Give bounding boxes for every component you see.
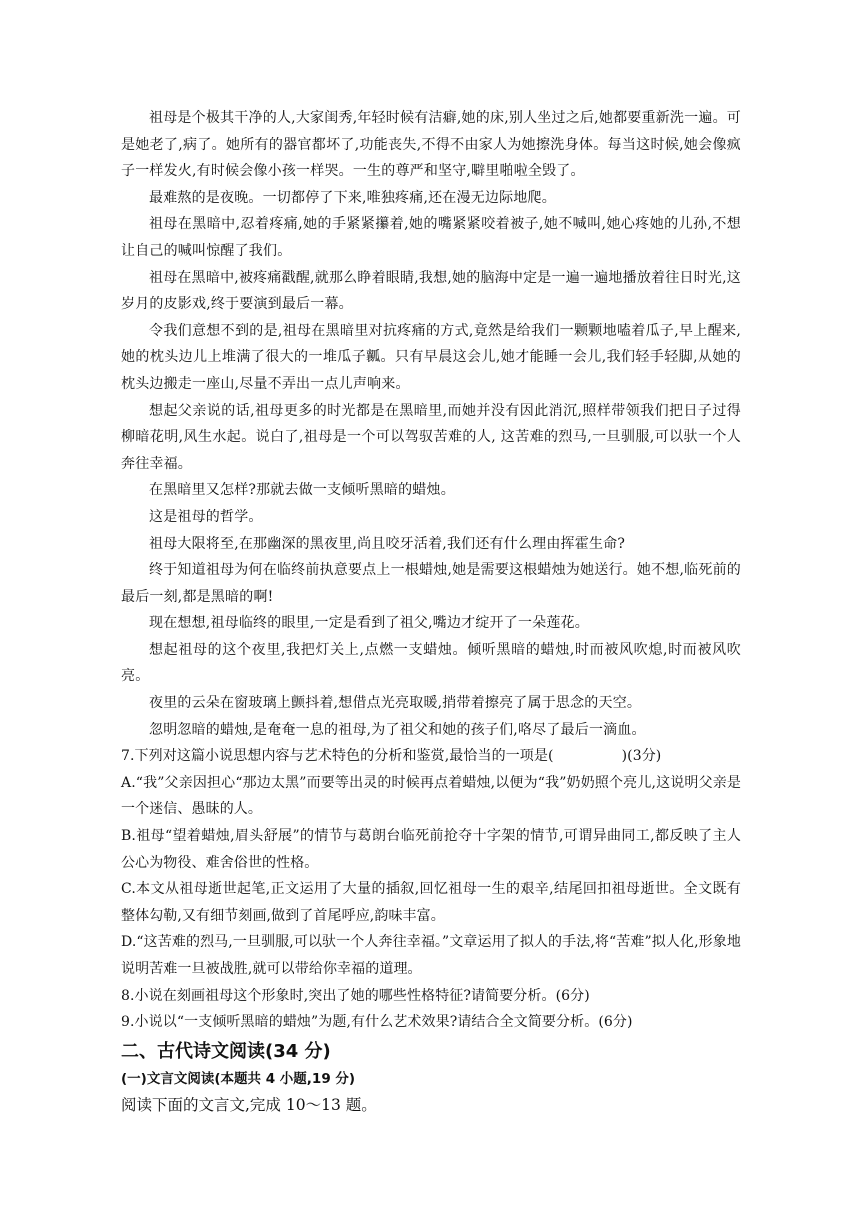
story-paragraph: 在黑暗里又怎样?那就去做一支倾听黑暗的蜡烛。 [149, 482, 455, 499]
story-paragraph: 夜里的云朵在窗玻璃上颤抖着,想借点光亮取暖,捎带着擦亮了属于思念的天空。 [149, 695, 642, 712]
story-paragraph: 祖母是个极其干净的人,大家闺秀,年轻时候有洁癖,她的床,别人坐过之后,她都要重新洗一遍。可是她老了,病了。她所有的器官都坏了,功能丧失,不得不由家人为她擦洗身体。每当这时候,她会像疯子一样发火,有时候会像小孩一样哭。一生的尊严和坚守,噼里啪啦全毁了。 [121, 110, 741, 180]
story-paragraph: 祖母在黑暗中,忍着疼痛,她的手紧紧攥着,她的嘴紧紧咬着被子,她不喊叫,她心疼她的儿孙,不想让自己的喊叫惊醒了我们。 [121, 216, 741, 259]
question-block [121, 743, 741, 1036]
story-paragraph: 这是祖母的哲学。 [149, 508, 263, 525]
subsection-title: (一)文言文阅读(本题共 4 小题,19 分) [121, 1070, 356, 1087]
option-a: A.“我”父亲因担心“那边太黑”而要等出灵的时候再点着蜡烛,以便为“我”奶奶照个亮儿,这说明父亲是一个迷信、愚昧的人。 [121, 774, 741, 818]
story-paragraph: 终于知道祖母为何在临终前执意要点上一根蜡烛,她是需要这根蜡烛为她送行。她不想,临死前的最后一刻,都是黑暗的啊! [121, 562, 741, 605]
story-paragraph: 现在想想,祖母临终的眼里,一定是看到了祖父,嘴边才绽开了一朵莲花。 [149, 615, 589, 632]
document-body [121, 105, 741, 1119]
story-paragraph: 忽明忽暗的蜡烛,是奄奄一息的祖母,为了祖父和她的孩子们,咯尽了最后一滴血。 [149, 721, 646, 738]
question-8: 8.小说在刻画祖母这个形象时,突出了她的哪些性格特征?请简要分析。(6分) [121, 987, 590, 1004]
story-paragraph: 想起祖母的这个夜里,我把灯关上,点燃一支蜡烛。倾听黑暗的蜡烛,时而被风吹熄,时而被风吹亮。 [121, 641, 741, 685]
question-7-points: )(3分) [621, 748, 662, 765]
story-paragraph: 令我们意想不到的是,祖母在黑暗里对抗疼痛的方式,竟然是给我们一颗颗地嗑着瓜子,早上醒来,她的枕头边儿上堆满了很大的一堆瓜子瓤。只有早晨这会儿,她才能睡一会儿,我们轻手轻脚,从她的枕头边搬走一座山,尽量不弄出一点儿声响来。 [121, 322, 741, 392]
option-d: D.“这苦难的烈马,一旦驯服,可以驮一个人奔往幸福。”文章运用了拟人的手法,将“苦难”拟人化,形象地说明苦难一旦被战胜,就可以带给你幸福的道理。 [121, 934, 741, 977]
option-b: B.祖母“望着蜡烛,眉头舒展”的情节与葛朗台临死前抢夺十字架的情节,可谓异曲同工,都反映了主人公心为物役、难舍俗世的性格。 [121, 828, 741, 871]
question-7-stem-text: 7.下列对这篇小说思想内容与艺术特色的分析和鉴赏,最恰当的一项是( [121, 748, 554, 765]
question-7-stem [121, 743, 741, 770]
section-title: 二、古代诗文阅读(34 分) [121, 1040, 331, 1062]
story-paragraph: 祖母在黑暗中,被疼痛戳醒,就那么睁着眼睛,我想,她的脑海中定是一遍一遍地播放着往日时光,这岁月的皮影戏,终于要演到最后一幕。 [121, 269, 741, 313]
question-9: 9.小说以“一支倾听黑暗的蜡烛”为题,有什么艺术效果?请结合全文简要分析。(6分) [121, 1014, 633, 1031]
story-passage [121, 105, 741, 743]
section-2 [121, 1038, 741, 1119]
option-c: C.本文从祖母逝世起笔,正文运用了大量的插叙,回忆祖母一生的艰辛,结尾回扣祖母逝世。全文既有整体勾勒,又有细节刻画,做到了首尾呼应,韵味丰富。 [121, 881, 741, 924]
story-paragraph: 最难熬的是夜晚。一切都停了下来,唯独疼痛,还在漫无边际地爬。 [149, 189, 556, 206]
instruction-text: 阅读下面的文言文,完成 10～13 题。 [121, 1095, 377, 1114]
story-paragraph: 祖母大限将至,在那幽深的黑夜里,尚且咬牙活着,我们还有什么理由挥霍生命? [149, 535, 626, 552]
story-paragraph: 想起父亲说的话,祖母更多的时光都是在黑暗里,而她并没有因此消沉,照样带领我们把日子过得柳暗花明,风生水起。说白了,祖母是一个可以驾驭苦难的人, 这苦难的烈马,一旦驯服,可以驮一个人奔往幸福。 [121, 402, 741, 472]
